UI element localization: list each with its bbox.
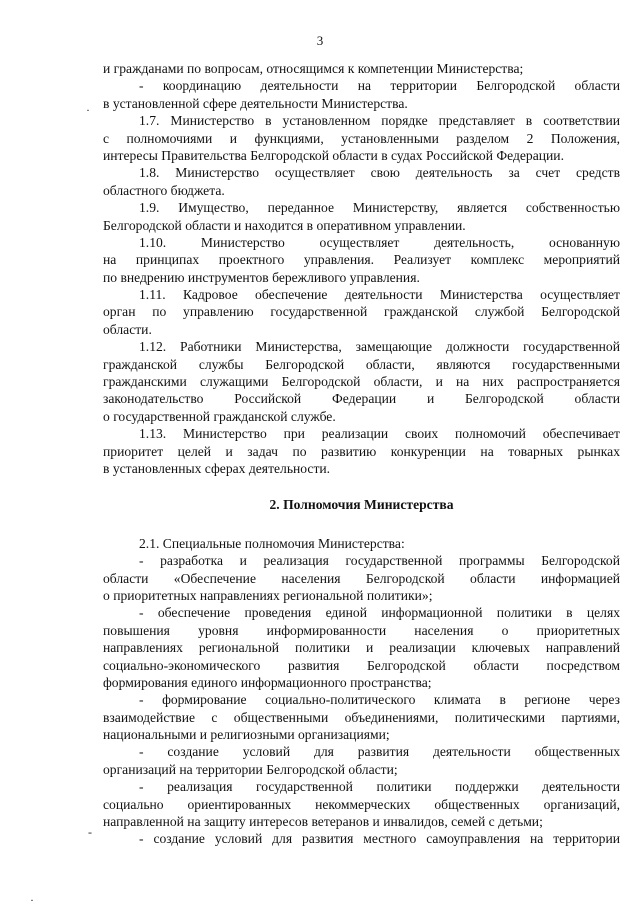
text-line: Белгородской области и находится в оперативном управлении.: [103, 217, 466, 233]
section-1-continuation: [103, 60, 620, 477]
text-line: области «Обеспечение населения Белгородской области информацией: [103, 570, 620, 586]
text-line: взаимодействие с общественными объединениями, политическими партиями,: [103, 709, 620, 725]
margin-mark: ·: [86, 103, 90, 117]
text-line: в установленных сферах деятельности.: [103, 460, 331, 476]
text-line: 1.10. Министерство осуществляет деятельность, основанную: [139, 234, 620, 250]
text-line: 1.7. Министерство в установленном порядке представляет в соответствии: [139, 113, 620, 129]
text-line: формирования единого информационного пространства;: [103, 674, 432, 690]
text-line: 1.12. Работники Министерства, замещающие должности государственной: [139, 339, 620, 355]
document-body: [103, 60, 620, 848]
text-line: - формирование социально-политического климата в регионе через: [139, 692, 620, 708]
paragraph: [103, 234, 620, 286]
text-line: о приоритетных направлениях региональной политики»;: [103, 587, 433, 603]
text-line: социально-экономического развития Белгородской области посредством: [103, 657, 620, 673]
page-number: 3: [316, 33, 324, 48]
text-line: национальными и религиозными организациями;: [103, 727, 390, 743]
section-2-body: [103, 535, 620, 848]
text-line: законодательство Российской Федерации и Белгородской области: [103, 391, 620, 407]
margin-mark: ·: [30, 893, 34, 907]
paragraph: [103, 77, 620, 112]
paragraph: [103, 164, 620, 199]
text-line: в установленной сфере деятельности Министерства.: [103, 95, 408, 111]
text-line: - создание условий для развития деятельности общественных: [139, 744, 620, 760]
paragraph: [103, 604, 620, 691]
text-line: и гражданами по вопросам, относящимся к компетенции Министерства;: [103, 61, 524, 76]
text-line: 2.1. Специальные полномочия Министерства:: [139, 535, 405, 551]
text-line: направленной на защиту интересов ветеранов и инвалидов, семей с детьми;: [103, 814, 543, 830]
text-line: 1.11. Кадровое обеспечение деятельности Министерства осуществляет: [139, 287, 620, 303]
text-line: о государственной гражданской службе.: [103, 408, 336, 424]
text-line: приоритет целей и задач по развитию конкуренции на товарных рынках: [103, 443, 620, 459]
text-line: орган по управлению государственной гражданской службой Белгородской: [103, 304, 620, 320]
margin-mark: -: [88, 825, 92, 839]
text-line: - реализация государственной политики поддержки деятельности: [139, 779, 620, 795]
text-line: интересы Правительства Белгородской области в судах Российской Федерации.: [103, 147, 564, 163]
paragraph: [103, 425, 620, 477]
text-line: 1.9. Имущество, переданное Министерству, является собственностью: [139, 200, 620, 216]
paragraph: [103, 743, 620, 778]
text-line: гражданской службы Белгородской области, являются государственными: [103, 356, 620, 372]
text-line: - обеспечение проведения единой информационной политики в целях: [139, 605, 620, 621]
text-line: области.: [103, 321, 152, 337]
text-line: социально ориентированных некоммерческих общественных организаций,: [103, 796, 620, 812]
text-line: с полномочиями и функциями, установленными разделом 2 Положения,: [103, 130, 620, 146]
text-line: организаций на территории Белгородской области;: [103, 761, 398, 777]
text-line: по внедрению инструментов бережливого управления.: [103, 269, 420, 285]
text-line: направлениях региональной политики и реализации ключевых направлений: [103, 640, 620, 656]
paragraph: [103, 830, 620, 847]
text-line: - создание условий для развития местного самоуправления на территории: [139, 831, 620, 847]
paragraph: [103, 338, 620, 425]
paragraph: [103, 112, 620, 164]
text-line: - координацию деятельности на территории Белгородской области: [139, 78, 620, 94]
paragraph: [103, 691, 620, 743]
text-line: на принципах проектного управления. Реализует комплекс мероприятий: [103, 252, 620, 268]
text-line: - разработка и реализация государственной программы Белгородской: [139, 553, 620, 569]
text-line: гражданскими служащими Белгородской области, и на них распространяется: [103, 374, 620, 390]
paragraph: [103, 778, 620, 830]
text-line: повышения уровня информированности населения о приоритетных: [103, 622, 620, 638]
text-line: 1.8. Министерство осуществляет свою деятельность за счет средств: [139, 165, 620, 181]
paragraph: [103, 60, 620, 77]
text-line: 1.13. Министерство при реализации своих полномочий обеспечивает: [139, 426, 620, 442]
section-heading: 2. Полномочия Министерства: [269, 497, 454, 513]
paragraph: [103, 286, 620, 338]
text-line: областного бюджета.: [103, 182, 225, 198]
paragraph: [103, 199, 620, 234]
paragraph: [103, 552, 620, 604]
paragraph: [103, 535, 620, 552]
